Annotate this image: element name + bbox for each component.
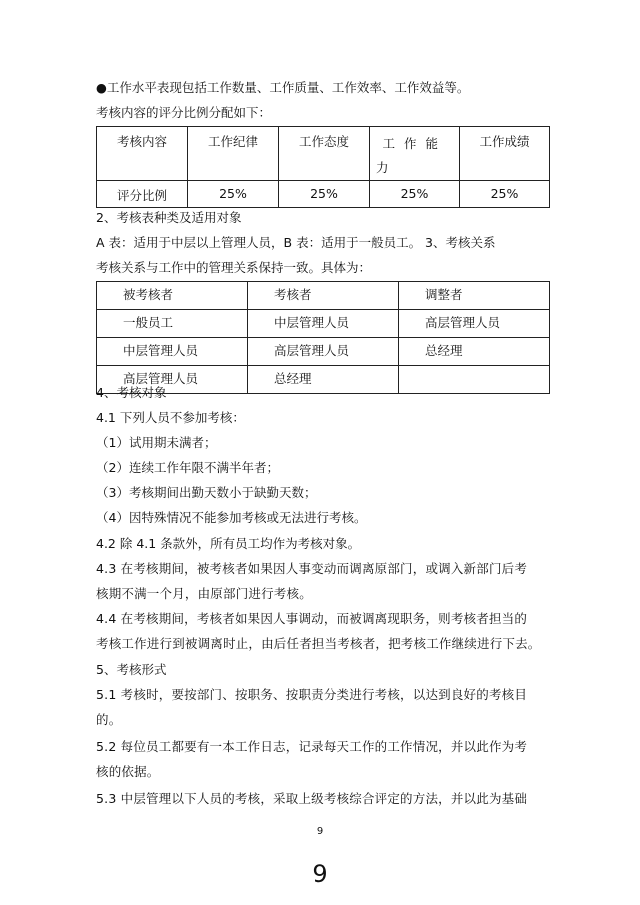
section-3-relation: 考核关系与工作中的管理关系保持一致。具体为： <box>96 260 372 275</box>
bullet-work-level: ●工作水平表现包括工作数量、工作质量、工作效率、工作效益等。 <box>96 80 470 95</box>
page-number-large: 9 <box>312 860 328 888</box>
score-ratio-results: 25% <box>460 181 550 208</box>
score-ratio-ability: 25% <box>370 181 460 208</box>
relation-cell: 高层管理人员 <box>97 366 248 394</box>
score-header-ability: 工作能 力 <box>370 127 460 181</box>
score-header-label: 考核内容 <box>97 127 188 181</box>
clause-4-4: 4.4 在考核期间，考核者如果因人事调动，而被调离现职务，则考核者担当的 考核工作进行到被调离时止，由后任者担当考核者，把考核工作继续进行下去。 <box>96 611 541 651</box>
clause-4-1: 4.1 下列人员不参加考核： <box>96 410 245 425</box>
relation-row <box>97 310 550 338</box>
score-ratio-discipline: 25% <box>188 181 279 208</box>
score-table-header-row <box>97 127 550 181</box>
relation-header-cell: 被考核者 <box>97 282 248 310</box>
clause-4-3: 4.3 在考核期间，被考核者如果因人事变动而调离原部门，或调入新部门后考 核期不满一个月，由原部门进行考核。 <box>96 561 528 601</box>
clause-5-3: 5.3 中层管理以下人员的考核，采取上级考核综合评定的方法，并以此为基础 <box>96 791 528 806</box>
score-header-results: 工作成绩 <box>460 127 550 181</box>
relation-cell: 中层管理人员 <box>248 310 399 338</box>
relation-cell: 一般员工 <box>97 310 248 338</box>
relation-cell <box>399 366 550 394</box>
clause-4-1-item-2: （2）连续工作年限不满半年者； <box>96 460 279 475</box>
clause-5-2: 5.2 每位员工都要有一本工作日志，记录每天工作的工作情况，并以此作为考 核的依据。 <box>96 739 528 779</box>
relation-cell: 总经理 <box>399 338 550 366</box>
relation-cell: 高层管理人员 <box>248 338 399 366</box>
page-number-small: 9 <box>316 826 324 837</box>
clause-4-1-item-4: （4）因特殊情况不能参加考核或无法进行考核。 <box>96 510 367 525</box>
relation-table <box>96 281 550 394</box>
section-4-title: 4、考核对象 <box>96 385 167 400</box>
clause-4-1-item-1: （1）试用期未满者； <box>96 435 217 450</box>
clause-5-1: 5.1 考核时，要按部门、按职务、按职责分类进行考核，以达到良好的考核目 的。 <box>96 687 528 727</box>
section-5-title: 5、考核形式 <box>96 662 167 677</box>
relation-row <box>97 338 550 366</box>
score-ratio-attitude: 25% <box>279 181 370 208</box>
relation-header-cell: 考核者 <box>248 282 399 310</box>
score-ratio-intro: 考核内容的评分比例分配如下： <box>96 105 272 120</box>
relation-cell: 总经理 <box>248 366 399 394</box>
clause-4-1-item-3: （3）考核期间出勤天数小于缺勤天数； <box>96 485 317 500</box>
score-ratio-label: 评分比例 <box>97 181 188 208</box>
clause-4-2: 4.2 除 4.1 条款外，所有员工均作为考核对象。 <box>96 536 361 551</box>
relation-header-row <box>97 282 550 310</box>
relation-cell: 中层管理人员 <box>97 338 248 366</box>
score-header-attitude: 工作态度 <box>279 127 370 181</box>
section-2-forms: A 表：适用于中层以上管理人员，B 表：适用于一般员工。 3、考核关系 <box>96 235 496 250</box>
section-2-title: 2、考核表种类及适用对象 <box>96 210 242 225</box>
relation-header-cell: 调整者 <box>399 282 550 310</box>
score-header-discipline: 工作纪律 <box>188 127 279 181</box>
score-ratio-table <box>96 126 550 208</box>
relation-cell: 高层管理人员 <box>399 310 550 338</box>
score-table-ratio-row <box>97 181 550 208</box>
